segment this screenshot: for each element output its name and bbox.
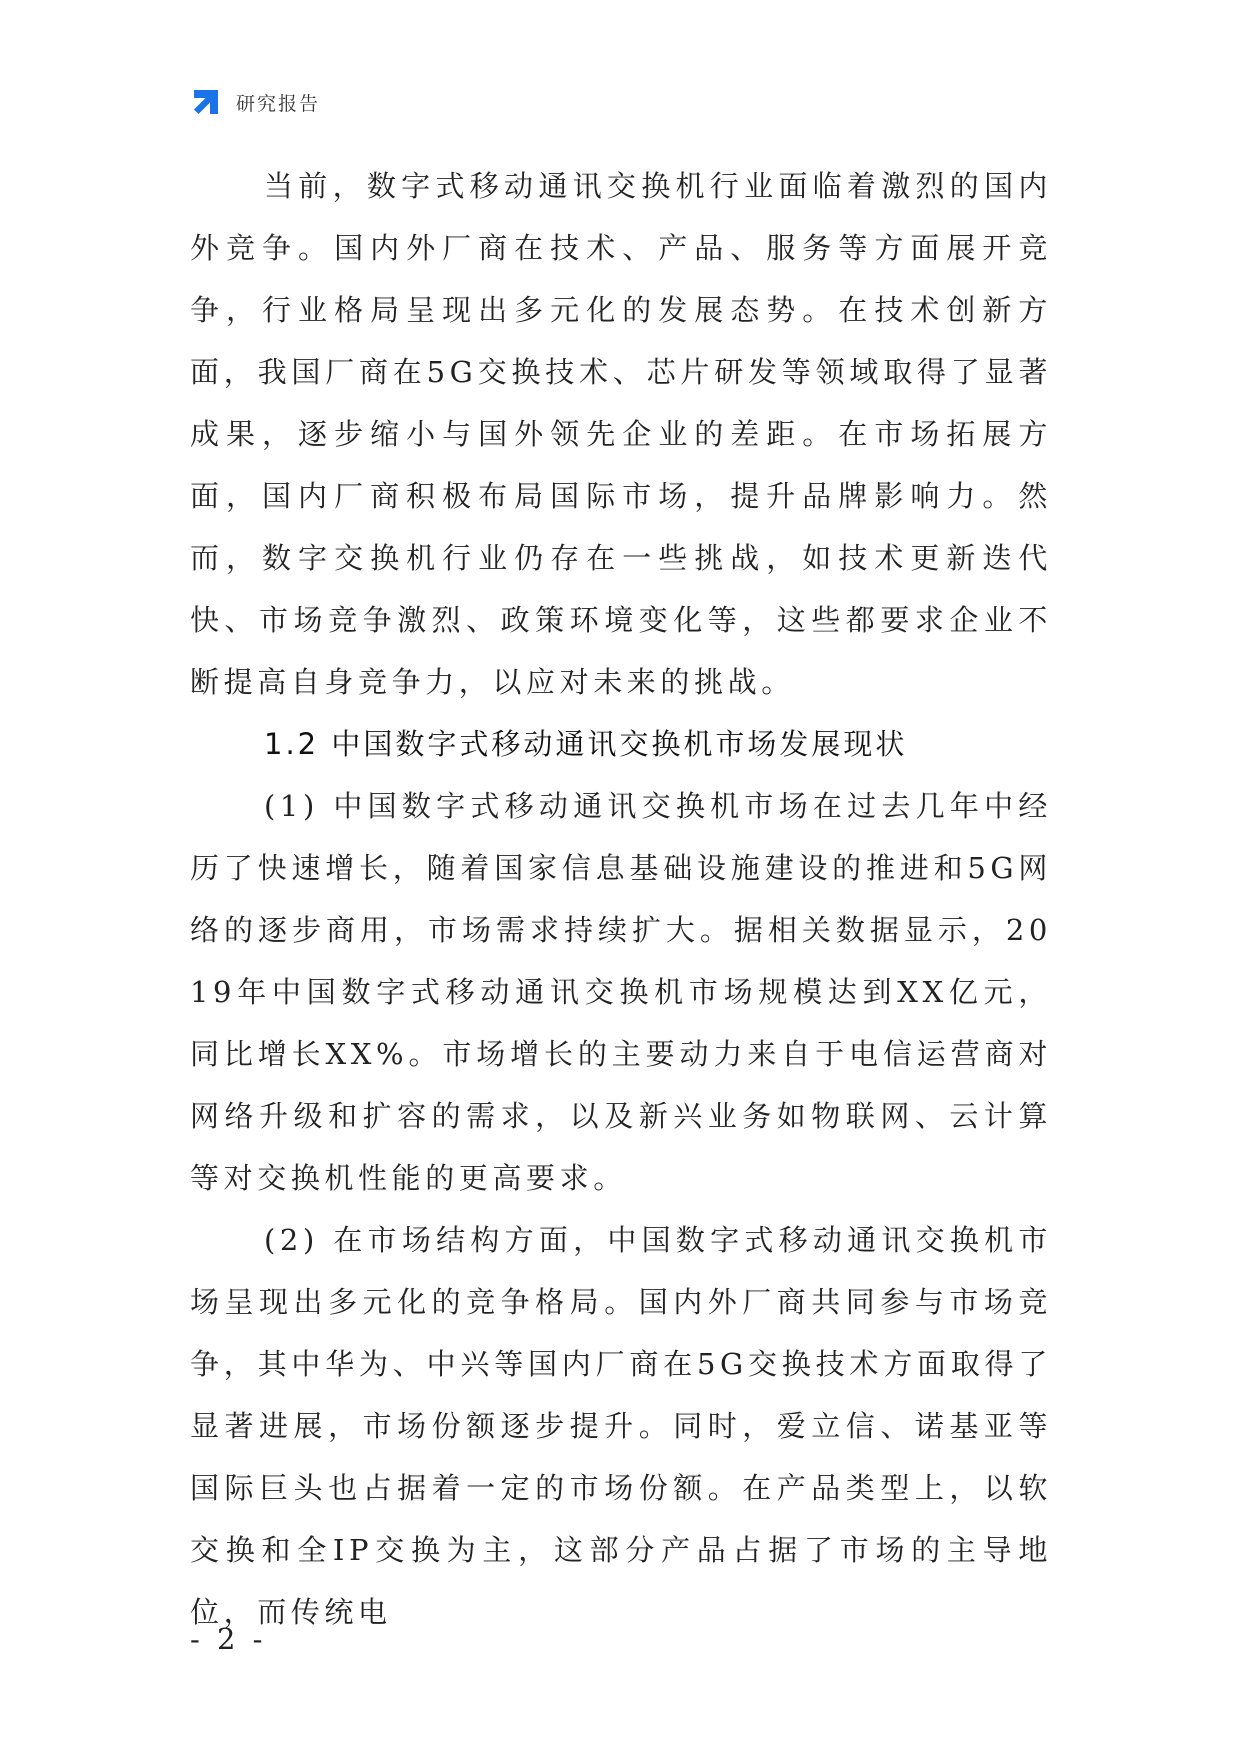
document-body — [190, 155, 1052, 1643]
arrow-logo-icon — [190, 86, 222, 118]
report-header — [190, 86, 320, 118]
paragraph-competition: 当前，数字式移动通讯交换机行业面临着激烈的国内外竞争。国内外厂商在技术、产品、服务等方面展开竞争，行业格局呈现出多元化的发展态势。在技术创新方面，我国厂商在5G交换技术、芯片研发等领域取得了显著成果，逐步缩小与国外领先企业的差距。在市场拓展方面，国内厂商积极布局国际市场，提升品牌影响力。然而，数字交换机行业仍存在一些挑战，如技术更新迭代快、市场竞争激烈、政策环境变化等，这些都要求企业不断提高自身竞争力，以应对未来的挑战。 — [190, 169, 1052, 699]
header-title: 研究报告 — [236, 92, 321, 115]
paragraph-market-growth: (1) 中国数字式移动通讯交换机市场在过去几年中经历了快速增长，随着国家信息基础设施建设的推进和5G网络的逐步商用，市场需求持续扩大。据相关数据显示，2019年中国数字式移动通讯交换机市场规模达到XX亿元，同比增长XX%。市场增长的主要动力来自于电信运营商对网络升级和扩容的需求，以及新兴业务如物联网、云计算等对交换机性能的更高要求。 — [190, 789, 1052, 1195]
section-heading: 1.2 中国数字式移动通讯交换机市场发展现状 — [264, 727, 908, 761]
page-number: - 2 - — [190, 1622, 267, 1656]
paragraph-market-structure: (2) 在市场结构方面，中国数字式移动通讯交换机市场呈现出多元化的竞争格局。国内外厂商共同参与市场竞争，其中华为、中兴等国内厂商在5G交换技术方面取得了显著进展，市场份额逐步提升。同时，爱立信、诺基亚等国际巨头也占据着一定的市场份额。在产品类型上，以软交换和全IP交换为主，这部分产品占据了市场的主导地位，而传统电 — [190, 1223, 1052, 1629]
